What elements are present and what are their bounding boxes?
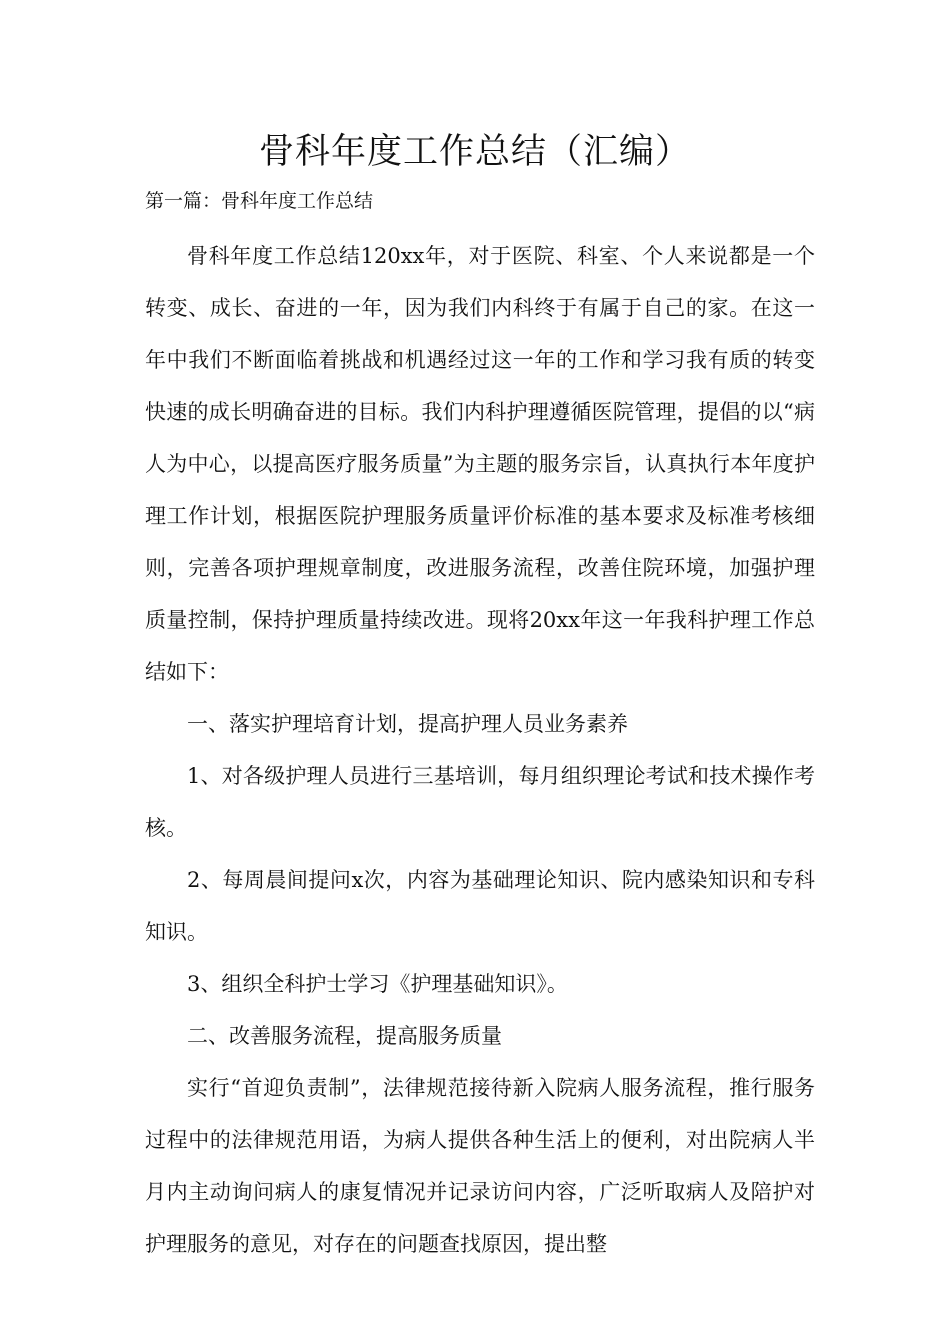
heading-training-plan: 一、落实护理培育计划，提高护理人员业务素养 [187,712,628,736]
list-item-1: 1、对各级护理人员进行三基培训，每月组织理论考试和技术操作考核。 [145,764,815,840]
document-body [145,230,815,1270]
paragraph-service: 实行“首迎负责制”，法律规范接待新入院病人服务流程，推行服务过程中的法律规范用语，为病人提供各种生活上的便利，对出院病人半月内主动询问病人的康复情况并记录访问内容，广泛听取病人及陪护对护理服务的意见，对存在的问题查找原因，提出整 [145,1076,815,1256]
heading-service-flow: 二、改善服务流程，提高服务质量 [187,1024,502,1048]
section-heading: 第一篇：骨科年度工作总结 [145,190,374,212]
document-title: 骨科年度工作总结（汇编） [258,132,691,172]
list-item-2: 2、每周晨间提问x次，内容为基础理论知识、院内感染知识和专科知识。 [145,868,815,944]
list-item-3: 3、组织全科护士学习《护理基础知识》。 [187,972,568,996]
paragraph-intro: 骨科年度工作总结120xx年，对于医院、科室、个人来说都是一个转变、成长、奋进的一年，因为我们内科终于有属于自己的家。在这一年中我们不断面临着挑战和机遇经过这一年的工作和学习我有质的转变快速的成长明确奋进的目标。我们内科护理遵循医院管理，提倡的以“病人为中心，以提高医疗服务质量”为主题的服务宗旨，认真执行本年度护理工作计划，根据医院护理服务质量评价标准的基本要求及标准考核细则，完善各项护理规章制度，改进服务流程，改善住院环境，加强护理质量控制，保持护理质量持续改进。现将20xx年这一年我科护理工作总结如下： [145,244,815,684]
